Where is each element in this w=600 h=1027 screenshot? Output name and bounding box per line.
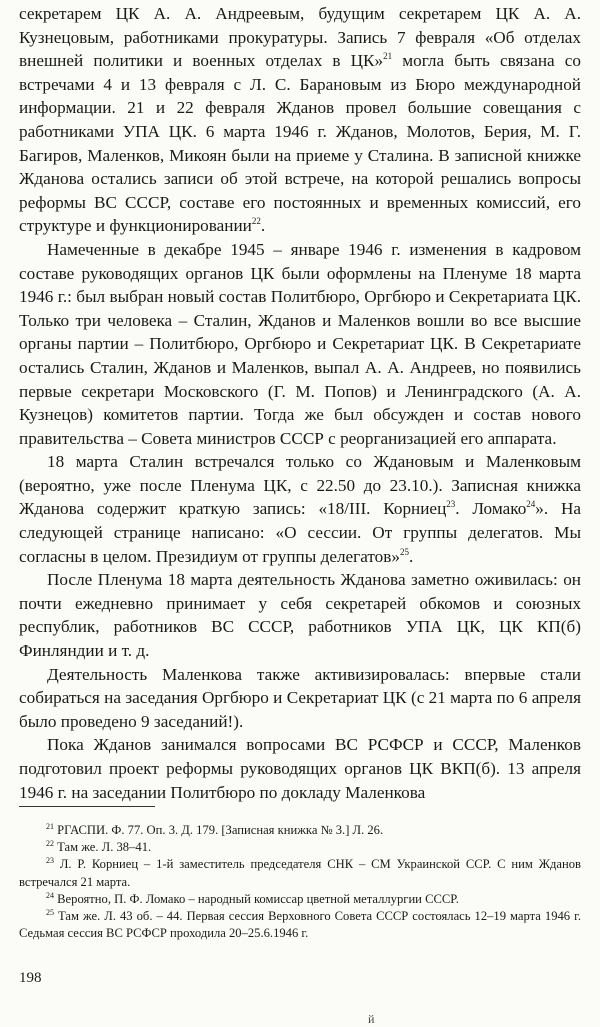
paragraph-1-text-b: могла быть связана со встречами 4 и 13 февраля с Л. С. Барановым из Бюро международной информации. 21 и 22 февраля Жданов провел большие совещания с работниками УПА ЦК. 6 марта 1946 г. Жданов, Молотов, Берия, М. Г. Багиров, Маленков, Микоян были на приеме у Сталина. В записной книжке Жданова остались записи об этой встрече, на которой решались вопросы реформы ВС СССР, составе его постоянных и временных комиссий, его структуре и функционировании	[19, 51, 582, 236]
footnote-25	[19, 908, 581, 942]
footnote-text: Л. Р. Корниец – 1-й заместитель председателя СНК – СМ Украинской ССР. С ним Жданов встречался 21 марта.	[19, 857, 581, 889]
footnote-number: 24	[46, 890, 54, 900]
footnote-ref-22[interactable]: 22	[251, 216, 261, 227]
paragraph-1-text-a: секретарем ЦК А. А. Андреевым, будущим секретарем ЦК А. А. Кузнецовым, работниками прокуратуры. Запись 7 февраля «Об отделах внешней политики и военных отделах в ЦК»	[19, 4, 581, 71]
footnote-text: Там же. Л. 38–41.	[57, 840, 152, 855]
footnote-ref-23[interactable]: 23	[446, 499, 456, 510]
footnote-number: 23	[46, 856, 54, 866]
body-text	[19, 2, 581, 804]
footnote-separator	[19, 806, 155, 807]
footnote-text: Вероятно, П. Ф. Ломако – народный комиссар цветной металлургии СССР.	[57, 891, 459, 906]
page-content	[19, 2, 581, 804]
footnote-ref-25[interactable]: 25	[399, 546, 409, 557]
paragraph-6: Пока Жданов занимался вопросами ВС РСФСР и СССР, Маленков подготовил проект реформы руководящих органов ЦК ВКП(б). 13 апреля 1946 г. на заседании Политбюро по докладу Маленкова	[19, 735, 581, 802]
paragraph-3	[19, 450, 581, 568]
bottom-stray-mark: й	[368, 1012, 375, 1026]
paragraph-3-text-d: .	[408, 546, 414, 566]
footnote-text: Там же. Л. 43 об. – 44. Первая сессия Верховного Совета СССР состоялась 12–19 марта 1946 г. Седьмая сессия ВС РСФСР проходила 20–25.6.1946 г.	[19, 909, 581, 941]
paragraph-3-text-a: 18 марта Сталин встречался только со Ждановым и Маленковым (вероятно, уже после Пленума ЦК, с 22.50 до 23.10.). Записная книжка Жданова содержит краткую запись: «18/III. Корниец	[19, 452, 581, 519]
paragraph-1	[19, 2, 581, 238]
page-number: 198	[19, 970, 42, 986]
footnote-23	[19, 856, 581, 890]
footnote-number: 21	[46, 822, 54, 831]
footnote-24	[19, 891, 581, 908]
paragraph-1-text-c: .	[260, 216, 266, 236]
paragraph-2: Намеченные в декабре 1945 – январе 1946 г. изменения в кадровом составе руководящих органов ЦК были оформлены на Пленуме 18 марта 1946 г.: был выбран новый состав Политбюро, Оргбюро и Секретариата ЦК. Только три человека – Сталин, Жданов и Маленков вошли во все высшие органы партии – Политбюро, Оргбюро и Секретариат ЦК. В Секретариате остались Сталин, Жданов и Маленков, выпал А. А. Андреев, но появились первые секретари Московского (Г. М. Попов) и Ленинградского (А. А. Кузнецов) комитетов партии. Тогда же был обсужден и состав нового правительства – Совета министров СССР с реорганизацией его аппарата.	[19, 239, 581, 448]
footnote-ref-24[interactable]: 24	[526, 499, 536, 510]
footnote-text: РГАСПИ. Ф. 77. Оп. 3. Д. 179. [Записная книжка № 3.] Л. 26.	[57, 823, 384, 837]
footnote-number: 25	[46, 908, 54, 918]
paragraph-3-text-c: ». На следующей странице написано: «О сессии. От группы делегатов. Мы согласны в целом. Президиум от группы делегатов»	[19, 499, 581, 566]
footnotes	[19, 822, 581, 942]
paragraph-3-text-b: . Ломако	[455, 499, 527, 519]
footnote-ref-21[interactable]: 21	[383, 51, 393, 62]
paragraph-5: Деятельность Маленкова также активизировалась: впервые стали собираться на заседания Оргбюро и Секретариат ЦК (с 21 марта по 6 апреля было проведено 9 заседаний!).	[19, 664, 581, 731]
footnote-22	[19, 839, 581, 856]
footnote-number: 22	[46, 839, 54, 849]
paragraph-4: После Пленума 18 марта деятельность Жданова заметно оживилась: он почти ежедневно принимает у себя секретарей обкомов и союзных республик, работников ВС СССР, работников УПА ЦК, ЦК КП(б) Финляндии и т. д.	[19, 570, 581, 661]
footnote-21	[19, 822, 581, 839]
